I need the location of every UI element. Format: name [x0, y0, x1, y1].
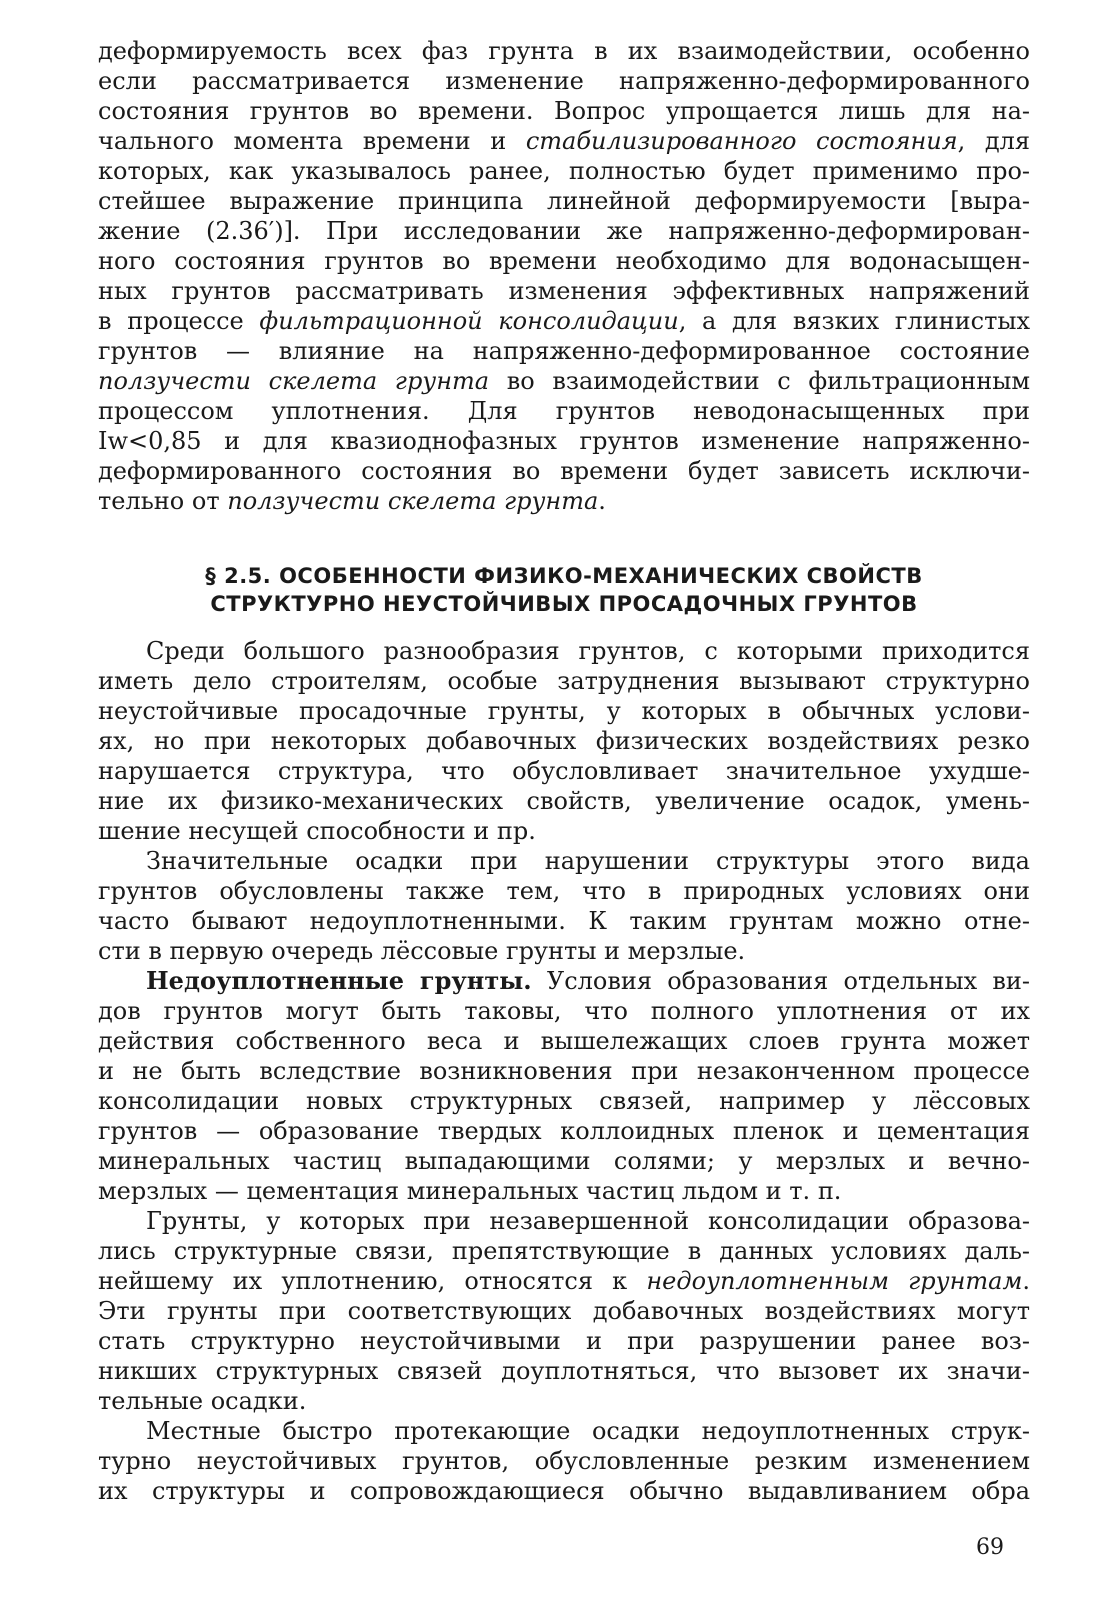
- paragraph-continuation: [98, 36, 1030, 516]
- text-line: лись структурные связи, препятствующие в данных условиях даль-: [98, 1237, 1030, 1265]
- text-line: Грунты, у которых при незавершенной консолидации образова-: [146, 1207, 1030, 1235]
- text-line: шение несущей способности и пр.: [98, 817, 536, 845]
- section-heading: [98, 562, 1030, 618]
- text-line: в процессе фильтрационной консолидации, а для вязких глинистых: [98, 307, 1030, 335]
- text-line: минеральных частиц выпадающими солями; у мерзлых и вечно-: [98, 1147, 1030, 1175]
- text-line: их структуры и сопровождающиеся обычно выдавливанием обра: [98, 1477, 1030, 1505]
- text-line: и не быть вследствие возникновения при незаконченном процессе: [98, 1057, 1030, 1085]
- text-line: никших структурных связей доуплотняться, что вызовет их значи-: [98, 1357, 1030, 1385]
- text-line: ползучести скелета грунта во взаимодействии с фильтрационным: [98, 367, 1030, 395]
- text-line: грунтов — влияние на напряженно-деформированное состояние: [98, 337, 1030, 365]
- text-line: иметь дело строителям, особые затруднения вызывают структурно: [98, 667, 1030, 695]
- text-line: которых, как указывалось ранее, полностью будет применимо про-: [98, 157, 1030, 185]
- page-body: [98, 36, 1030, 1506]
- section-heading-line: СТРУКТУРНО НЕУСТОЙЧИВЫХ ПРОСАДОЧНЫХ ГРУНТОВ: [210, 592, 918, 616]
- text-line: мерзлых — цементация минеральных частиц льдом и т. п.: [98, 1177, 842, 1205]
- italic-term: недоуплотненным грунтам: [646, 1267, 1023, 1295]
- text-line: процессом уплотнения. Для грунтов неводонасыщенных при: [98, 397, 1030, 425]
- text-line: Среди большого разнообразия грунтов, с которыми приходится: [146, 637, 1030, 665]
- text-line: консолидации новых структурных связей, например у лёссовых: [98, 1087, 1030, 1115]
- text-line: чального момента времени и стабилизированного состояния, для: [98, 127, 1030, 155]
- text-line: нейшему их уплотнению, относятся к недоуплотненным грунтам.: [98, 1267, 1030, 1295]
- text-line: деформированного состояния во времени будет зависеть исключи-: [98, 457, 1030, 485]
- text-line: грунтов — образование твердых коллоидных пленок и цементация: [98, 1117, 1030, 1145]
- paragraph: [98, 846, 1030, 966]
- text-line: сти в первую очередь лёссовые грунты и мерзлые.: [98, 937, 746, 965]
- italic-term: ползучести скелета грунта: [98, 367, 490, 395]
- text-line: стейшее выражение принципа линейной деформируемости [выра-: [98, 187, 1030, 215]
- text-line: нарушается структура, что обусловливает значительное ухудше-: [98, 757, 1030, 785]
- text-line: деформируемость всех фаз грунта в их взаимодействии, особенно: [98, 37, 1030, 65]
- italic-term: стабилизированного состояния: [525, 127, 958, 155]
- text-line: грунтов обусловлены также тем, что в природных условиях они: [98, 877, 1030, 905]
- text-line: тельно от ползучести скелета грунта.: [98, 487, 606, 515]
- italic-term: фильтрационной консолидации: [259, 307, 679, 335]
- paragraph: [98, 1206, 1030, 1416]
- text-line: действия собственного веса и вышележащих слоев грунта может: [98, 1027, 1030, 1055]
- page-number: 69: [976, 1535, 1004, 1560]
- text-line: часто бывают недоуплотненными. К таким грунтам можно отне-: [98, 907, 1030, 935]
- text-line: дов грунтов могут быть таковы, что полного уплотнения от их: [98, 997, 1030, 1025]
- text-line: ного состояния грунтов во времени необходимо для водонасыщен-: [98, 247, 1030, 275]
- text-line: неустойчивые просадочные грунты, у которых в обычных услови-: [98, 697, 1030, 725]
- text-line: ние их физико-механических свойств, увеличение осадок, умень-: [98, 787, 1030, 815]
- text-line: стать структурно неустойчивыми и при разрушении ранее воз-: [98, 1327, 1030, 1355]
- text-line: ных грунтов рассматривать изменения эффективных напряжений: [98, 277, 1030, 305]
- paragraph: [98, 1416, 1030, 1506]
- text-line: турно неустойчивых грунтов, обусловленные резким изменением: [98, 1447, 1030, 1475]
- paragraph: [98, 966, 1030, 1206]
- text-line: Эти грунты при соответствующих добавочных воздействиях могут: [98, 1297, 1030, 1325]
- text-line: ях, но при некоторых добавочных физических воздействиях резко: [98, 727, 1030, 755]
- text-line: если рассматривается изменение напряженно-деформированного: [98, 67, 1030, 95]
- text-line: состояния грунтов во времени. Вопрос упрощается лишь для на-: [98, 97, 1030, 125]
- section-heading-line: § 2.5. ОСОБЕННОСТИ ФИЗИКО-МЕХАНИЧЕСКИХ СВОЙСТВ: [205, 564, 923, 588]
- paragraph: [98, 636, 1030, 846]
- italic-term: ползучести скелета грунта: [227, 487, 599, 515]
- text-line: тельные осадки.: [98, 1387, 307, 1415]
- text-line: Недоуплотненные грунты. Условия образования отдельных ви-: [146, 966, 1030, 995]
- bold-run-in-heading: Недоуплотненные грунты.: [146, 966, 532, 995]
- text-line: Iw<0,85 и для квазиоднофазных грунтов изменение напряженно-: [98, 427, 1030, 455]
- text-line: Значительные осадки при нарушении структуры этого вида: [146, 847, 1030, 875]
- text-line: Местные быстро протекающие осадки недоуплотненных струк-: [146, 1417, 1030, 1445]
- text-line: жение (2.36′)]. При исследовании же напряженно-деформирован-: [98, 217, 1030, 245]
